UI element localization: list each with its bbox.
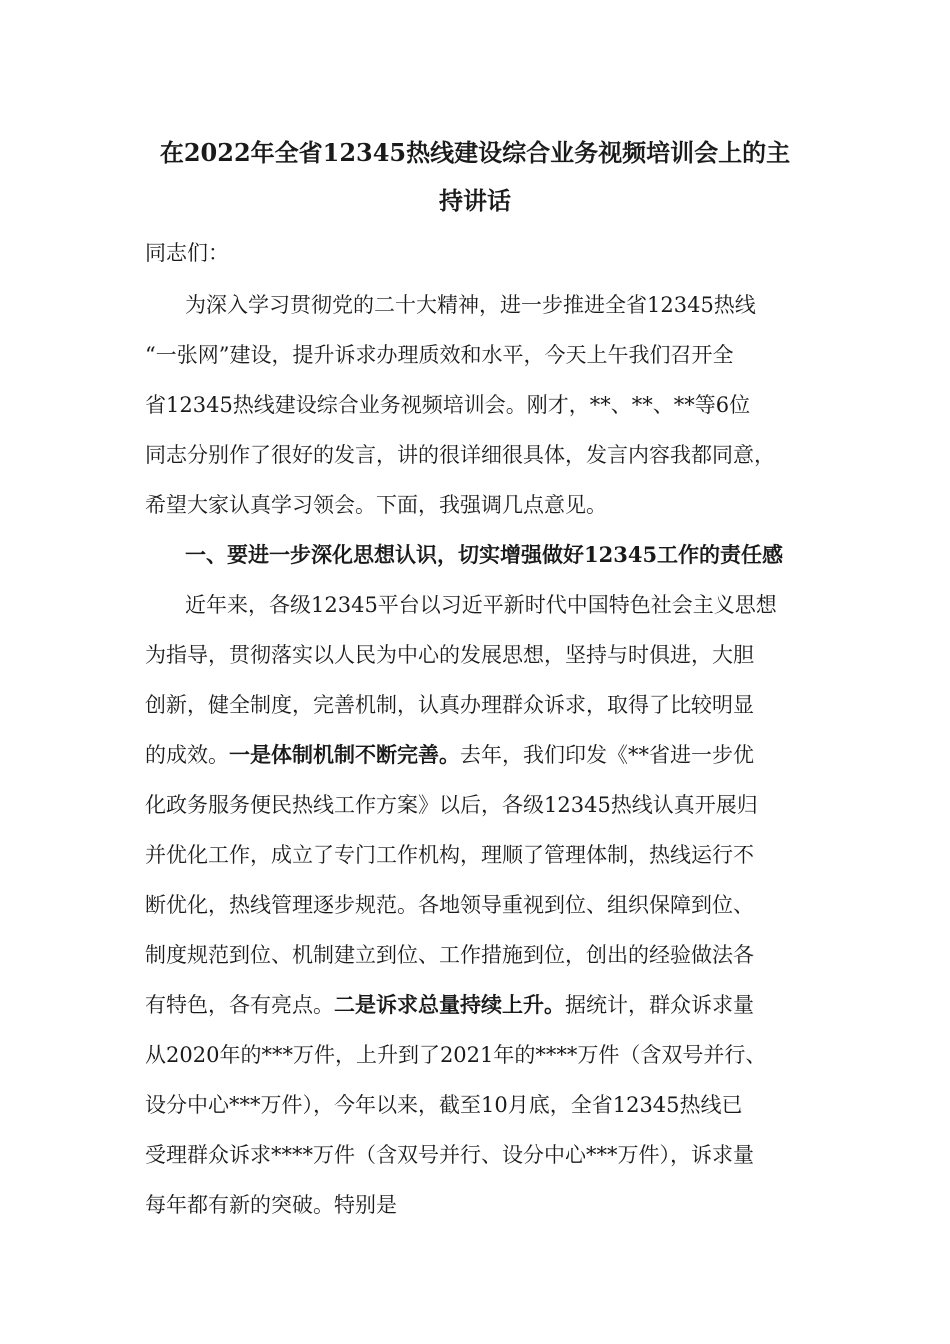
text-run: 有特色，各有亮点。 — [145, 993, 334, 1017]
paragraph-2-line — [145, 741, 754, 769]
bold-key-point-2: 二是诉求总量持续上升。 — [334, 992, 565, 1017]
paragraph-1-line: 为深入学习贯彻党的二十大精神，进一步推进全省12345热线 — [185, 293, 756, 317]
paragraph-1-line: 省12345热线建设综合业务视频培训会。刚才，**、**、**等6位 — [145, 393, 751, 417]
paragraph-2-line: 断优化，热线管理逐步规范。各地领导重视到位、组织保障到位、 — [145, 893, 754, 917]
document-title-line-2: 持讲话 — [439, 186, 511, 215]
paragraph-2-line: 从2020年的***万件，上升到了2021年的****万件（含双号并行、 — [145, 1043, 767, 1067]
paragraph-2-line: 化政务服务便民热线工作方案》以后，各级12345热线认真开展归 — [145, 793, 758, 817]
paragraph-2-line: 制度规范到位、机制建立到位、工作措施到位，创出的经验做法各 — [145, 943, 754, 967]
paragraph-1-line: 同志分别作了很好的发言，讲的很详细很具体，发言内容我都同意， — [145, 443, 775, 467]
section-heading-1: 一、要进一步深化思想认识，切实增强做好12345工作的责任感 — [185, 542, 784, 567]
paragraph-1-line: “一张网”建设，提升诉求办理质效和水平，今天上午我们召开全 — [145, 343, 734, 367]
text-run: 据统计，群众诉求量 — [565, 993, 754, 1017]
paragraph-2-line: 创新，健全制度，完善机制，认真办理群众诉求，取得了比较明显 — [145, 693, 754, 717]
bold-key-point-1: 一是体制机制不断完善。 — [229, 742, 460, 767]
document-title-line-1: 在2022年全省12345热线建设综合业务视频培训会上的主 — [159, 138, 791, 167]
paragraph-1-line: 希望大家认真学习领会。下面，我强调几点意见。 — [145, 493, 607, 517]
paragraph-2-line: 近年来，各级12345平台以习近平新时代中国特色社会主义思想 — [185, 593, 777, 617]
paragraph-2-line: 每年都有新的突破。特别是 — [145, 1193, 397, 1217]
paragraph-2-line: 并优化工作，成立了专门工作机构，理顺了管理体制，热线运行不 — [145, 843, 754, 867]
paragraph-2-line: 为指导，贯彻落实以人民为中心的发展思想，坚持与时俱进，大胆 — [145, 643, 754, 667]
paragraph-2-line: 受理群众诉求****万件（含双号并行、设分中心***万件），诉求量 — [145, 1143, 754, 1167]
text-run: 去年，我们印发《**省进一步优 — [460, 743, 754, 767]
salutation: 同志们： — [145, 241, 229, 265]
text-run: 的成效。 — [145, 743, 229, 767]
paragraph-2-line — [145, 991, 754, 1019]
paragraph-2-line: 设分中心***万件），今年以来，截至10月底，全省12345热线已 — [145, 1093, 743, 1117]
